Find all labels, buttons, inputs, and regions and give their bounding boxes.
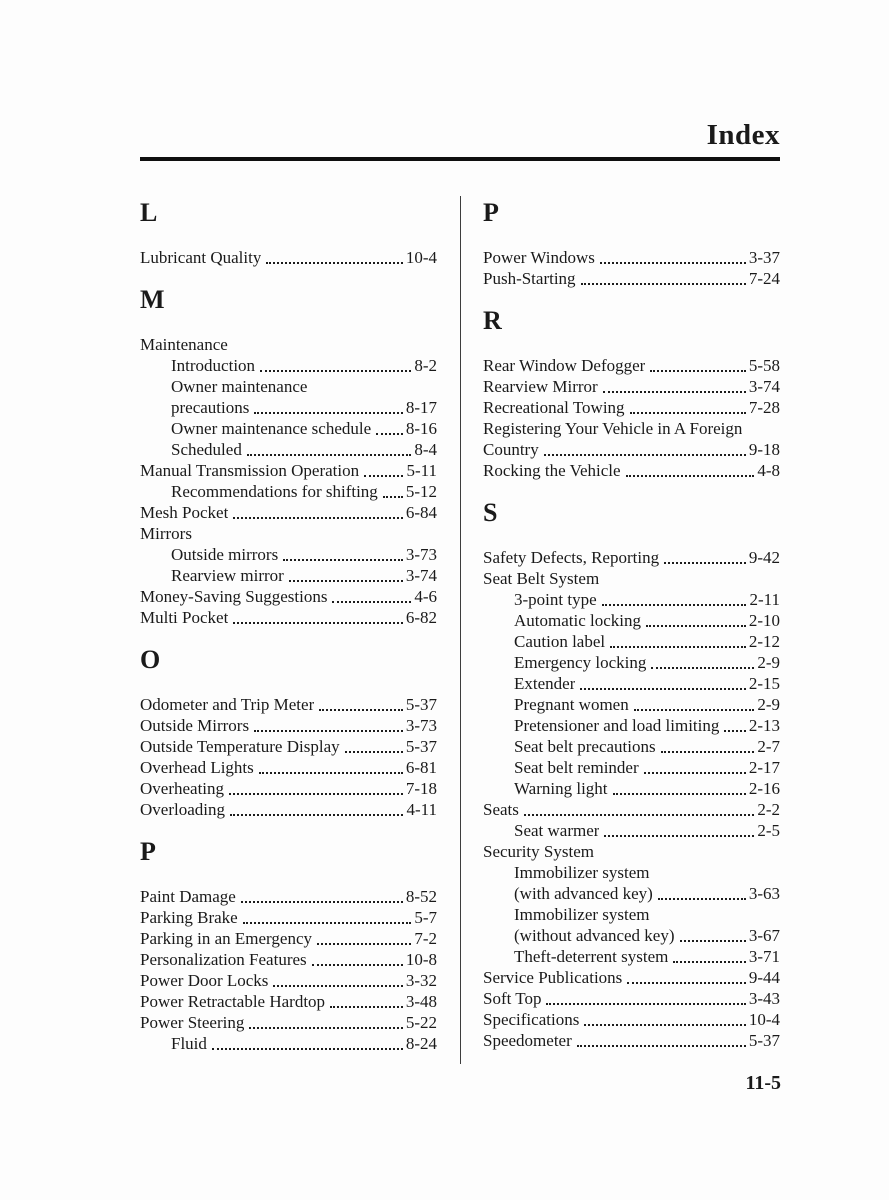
dot-leader [627,982,746,984]
entry-label: 3-point type [514,590,597,609]
index-entry [483,631,780,652]
entry-page-number: 3-37 [748,248,780,267]
index-entry [483,376,780,397]
index-entry [140,418,437,439]
entry-label: Rearview mirror [171,566,284,585]
entry-label: Country [483,440,539,459]
entry-label: Registering Your Vehicle in A Foreign [483,419,743,438]
entry-page-number: 7-18 [405,779,437,798]
entry-page-number: 2-7 [757,737,780,756]
index-entry [140,991,437,1012]
index-entry [140,907,437,928]
entry-page-number: 5-22 [405,1013,437,1032]
entry-label: Seat Belt System [483,569,600,588]
index-entry [140,355,437,376]
dot-leader [626,475,755,477]
entry-page-number: 6-84 [405,503,437,522]
entry-label: Maintenance [140,335,228,354]
index-entry [483,967,780,988]
dot-leader [680,940,746,942]
entry-label: Multi Pocket [140,608,229,627]
entry-label: Caution label [514,632,606,651]
column-divider [460,196,461,1064]
entry-label: Parking Brake [140,908,238,927]
entry-label: Rear Window Defogger [483,356,646,375]
entry-label: Parking in an Emergency [140,929,313,948]
index-entry [140,757,437,778]
entry-page-number: 2-11 [749,590,780,609]
entry-label: Immobilizer system [514,863,650,882]
index-entry [140,334,437,355]
index-entry [483,904,780,925]
index-entry [483,247,780,268]
section-letter: P [483,198,499,227]
index-entry [483,439,780,460]
entry-page-number: 2-5 [757,821,780,840]
index-entry [483,925,780,946]
index-entry [140,460,437,481]
index-entry [140,736,437,757]
entry-page-number: 6-81 [405,758,437,777]
dot-leader [673,961,745,963]
entry-label: Push-Starting [483,269,576,288]
title-rule [140,157,780,161]
dot-leader [230,814,403,816]
entry-page-number: 3-73 [405,716,437,735]
index-entry [140,1033,437,1054]
index-entry [140,397,437,418]
entry-page-number: 2-15 [748,674,780,693]
entry-page-number: 7-24 [748,269,780,288]
index-columns [140,196,780,1064]
index-entry [483,652,780,673]
dot-leader [544,454,746,456]
entry-label: Automatic locking [514,611,642,630]
dot-leader [273,985,402,987]
index-entry [483,268,780,289]
dot-leader [289,580,403,582]
index-entry [140,715,437,736]
index-entry [140,544,437,565]
entry-label: Lubricant Quality [140,248,262,267]
index-entry [483,589,780,610]
dot-leader [600,262,746,264]
entry-page-number: 5-37 [405,737,437,756]
entry-page-number: 5-37 [405,695,437,714]
dot-leader [644,772,746,774]
entry-label: Security System [483,842,594,861]
entry-label: Emergency locking [514,653,647,672]
index-entry [483,988,780,1009]
index-entry [140,502,437,523]
entry-page-number: 2-13 [748,716,780,735]
entry-page-number: 2-12 [748,632,780,651]
entry-label: Pretensioner and load limiting [514,716,720,735]
dot-leader [376,433,403,435]
dot-leader [312,964,403,966]
dot-leader [330,1006,403,1008]
entry-page-number: 3-74 [748,377,780,396]
entry-label: Safety Defects, Reporting [483,548,660,567]
index-entry [140,799,437,820]
dot-leader [212,1048,403,1050]
dot-leader [658,898,746,900]
dot-leader [259,772,403,774]
dot-leader [233,517,403,519]
dot-leader [664,562,746,564]
dot-leader [630,412,746,414]
entry-label: Specifications [483,1010,580,1029]
entry-label: (without advanced key) [514,926,675,945]
dot-leader [546,1003,745,1005]
section-letter: P [140,837,156,866]
index-entry [483,694,780,715]
index-entry [140,694,437,715]
index-entry [483,460,780,481]
section-letter: S [483,498,498,527]
dot-leader [283,559,403,561]
index-entry [483,841,780,862]
entry-label: Soft Top [483,989,542,1008]
entry-label: Power Steering [140,1013,245,1032]
entry-page-number: 5-7 [414,908,437,927]
dot-leader [247,454,412,456]
index-entry [483,757,780,778]
section-letter: O [140,645,161,674]
section-letter: L [140,198,158,227]
dot-leader [584,1024,746,1026]
entry-label: Rocking the Vehicle [483,461,621,480]
entry-page-number: 2-10 [748,611,780,630]
entry-label: Extender [514,674,576,693]
index-entry [140,439,437,460]
entry-label: Overheating [140,779,225,798]
entry-page-number: 7-28 [748,398,780,417]
entry-label: Introduction [171,356,256,375]
entry-page-number: 5-58 [748,356,780,375]
index-entry [483,715,780,736]
dot-leader [650,370,745,372]
entry-label: Personalization Features [140,950,307,969]
index-entry [140,247,437,268]
dot-leader [724,730,745,732]
index-entry [483,862,780,883]
entry-page-number: 8-2 [414,356,437,375]
index-entry [140,1012,437,1033]
entry-label: Outside Temperature Display [140,737,340,756]
index-entry [140,523,437,544]
dot-leader [603,391,746,393]
dot-leader [651,667,754,669]
entry-label: Power Windows [483,248,595,267]
index-column-right [483,196,780,1051]
dot-leader [604,835,754,837]
entry-page-number: 9-44 [748,968,780,987]
entry-page-number: 2-16 [748,779,780,798]
entry-label: Mirrors [140,524,192,543]
entry-label: Outside Mirrors [140,716,250,735]
entry-page-number: 3-32 [405,971,437,990]
entry-label: Overhead Lights [140,758,254,777]
dot-leader [249,1027,402,1029]
entry-label: Recommendations for shifting [171,482,378,501]
entry-label: Rearview Mirror [483,377,598,396]
dot-leader [646,625,746,627]
dot-leader [634,709,755,711]
entry-page-number: 10-8 [405,950,437,969]
entry-label: Recreational Towing [483,398,625,417]
section-letter: R [483,306,502,335]
entry-page-number: 3-43 [748,989,780,1008]
index-entry [483,1030,780,1051]
index-entry [140,481,437,502]
entry-label: Pregnant women [514,695,629,714]
entry-page-number: 8-4 [414,440,437,459]
dot-leader [383,496,403,498]
entry-page-number: 8-52 [405,887,437,906]
entry-label: Owner maintenance [171,377,308,396]
dot-leader [332,601,411,603]
entry-page-number: 6-82 [405,608,437,627]
entry-page-number: 9-42 [748,548,780,567]
index-entry [140,607,437,628]
index-entry [140,778,437,799]
entry-label: Money-Saving Suggestions [140,587,328,606]
index-entry [483,820,780,841]
index-entry [140,886,437,907]
entry-label: Paint Damage [140,887,236,906]
entry-label: Service Publications [483,968,623,987]
entry-page-number: 4-6 [414,587,437,606]
index-entry [483,1009,780,1030]
dot-leader [254,730,403,732]
index-entry [483,946,780,967]
entry-page-number: 7-2 [414,929,437,948]
entry-page-number: 10-4 [405,248,437,267]
entry-page-number: 5-11 [406,461,437,480]
dot-leader [613,793,746,795]
entry-page-number: 3-67 [748,926,780,945]
entry-label: Power Door Locks [140,971,269,990]
index-entry [140,949,437,970]
index-entry [140,565,437,586]
index-entry [483,397,780,418]
entry-page-number: 8-24 [405,1034,437,1053]
dot-leader [661,751,755,753]
dot-leader [610,646,746,648]
dot-leader [266,262,403,264]
dot-leader [345,751,403,753]
entry-page-number: 5-12 [405,482,437,501]
entry-page-number: 3-73 [405,545,437,564]
entry-label: Overloading [140,800,225,819]
entry-label: Power Retractable Hardtop [140,992,326,1011]
entry-label: Outside mirrors [171,545,279,564]
dot-leader [602,604,747,606]
entry-label: Seat warmer [514,821,600,840]
index-entry [140,376,437,397]
index-entry [483,799,780,820]
dot-leader [319,709,403,711]
entry-label: Seat belt precautions [514,737,656,756]
entry-page-number: 4-8 [757,461,780,480]
entry-label: Seat belt reminder [514,758,639,777]
dot-leader [243,922,412,924]
index-entry [483,355,780,376]
entry-page-number: 8-16 [405,419,437,438]
entry-page-number: 2-9 [757,695,780,714]
dot-leader [241,901,403,903]
dot-leader [577,1045,746,1047]
index-entry [483,418,780,439]
index-entry [483,610,780,631]
entry-page-number: 3-48 [405,992,437,1011]
dot-leader [260,370,411,372]
entry-label: Owner maintenance schedule [171,419,372,438]
entry-page-number: 4-11 [406,800,437,819]
entry-page-number: 9-18 [748,440,780,459]
index-entry [483,883,780,904]
dot-leader [317,943,411,945]
index-entry [140,928,437,949]
index-entry [483,778,780,799]
entry-label: precautions [171,398,250,417]
entry-page-number: 3-74 [405,566,437,585]
page-title: Index [706,119,780,151]
entry-label: Speedometer [483,1031,572,1050]
entry-label: Odometer and Trip Meter [140,695,315,714]
entry-label: Warning light [514,779,608,798]
entry-page-number: 10-4 [748,1010,780,1029]
index-entry [140,970,437,991]
dot-leader [233,622,403,624]
entry-label: Mesh Pocket [140,503,229,522]
dot-leader [229,793,403,795]
entry-page-number: 5-37 [748,1031,780,1050]
section-letter: M [140,285,165,314]
entry-page-number: 8-17 [405,398,437,417]
dot-leader [580,688,745,690]
entry-page-number: 3-63 [748,884,780,903]
entry-page-number: 2-9 [757,653,780,672]
index-entry [483,568,780,589]
index-entry [483,547,780,568]
index-entry [483,736,780,757]
entry-page-number: 2-2 [757,800,780,819]
index-entry [483,673,780,694]
dot-leader [364,475,403,477]
entry-page-number: 2-17 [748,758,780,777]
entry-label: Manual Transmission Operation [140,461,360,480]
index-entry [140,586,437,607]
dot-leader [524,814,754,816]
entry-label: Fluid [171,1034,207,1053]
entry-label: Immobilizer system [514,905,650,924]
entry-label: (with advanced key) [514,884,653,903]
entry-label: Seats [483,800,519,819]
entry-label: Scheduled [171,440,242,459]
entry-page-number: 3-71 [748,947,780,966]
dot-leader [254,412,402,414]
entry-label: Theft-deterrent system [514,947,669,966]
dot-leader [581,283,746,285]
index-column-left [140,196,437,1054]
page-number: 11-5 [745,1072,781,1094]
